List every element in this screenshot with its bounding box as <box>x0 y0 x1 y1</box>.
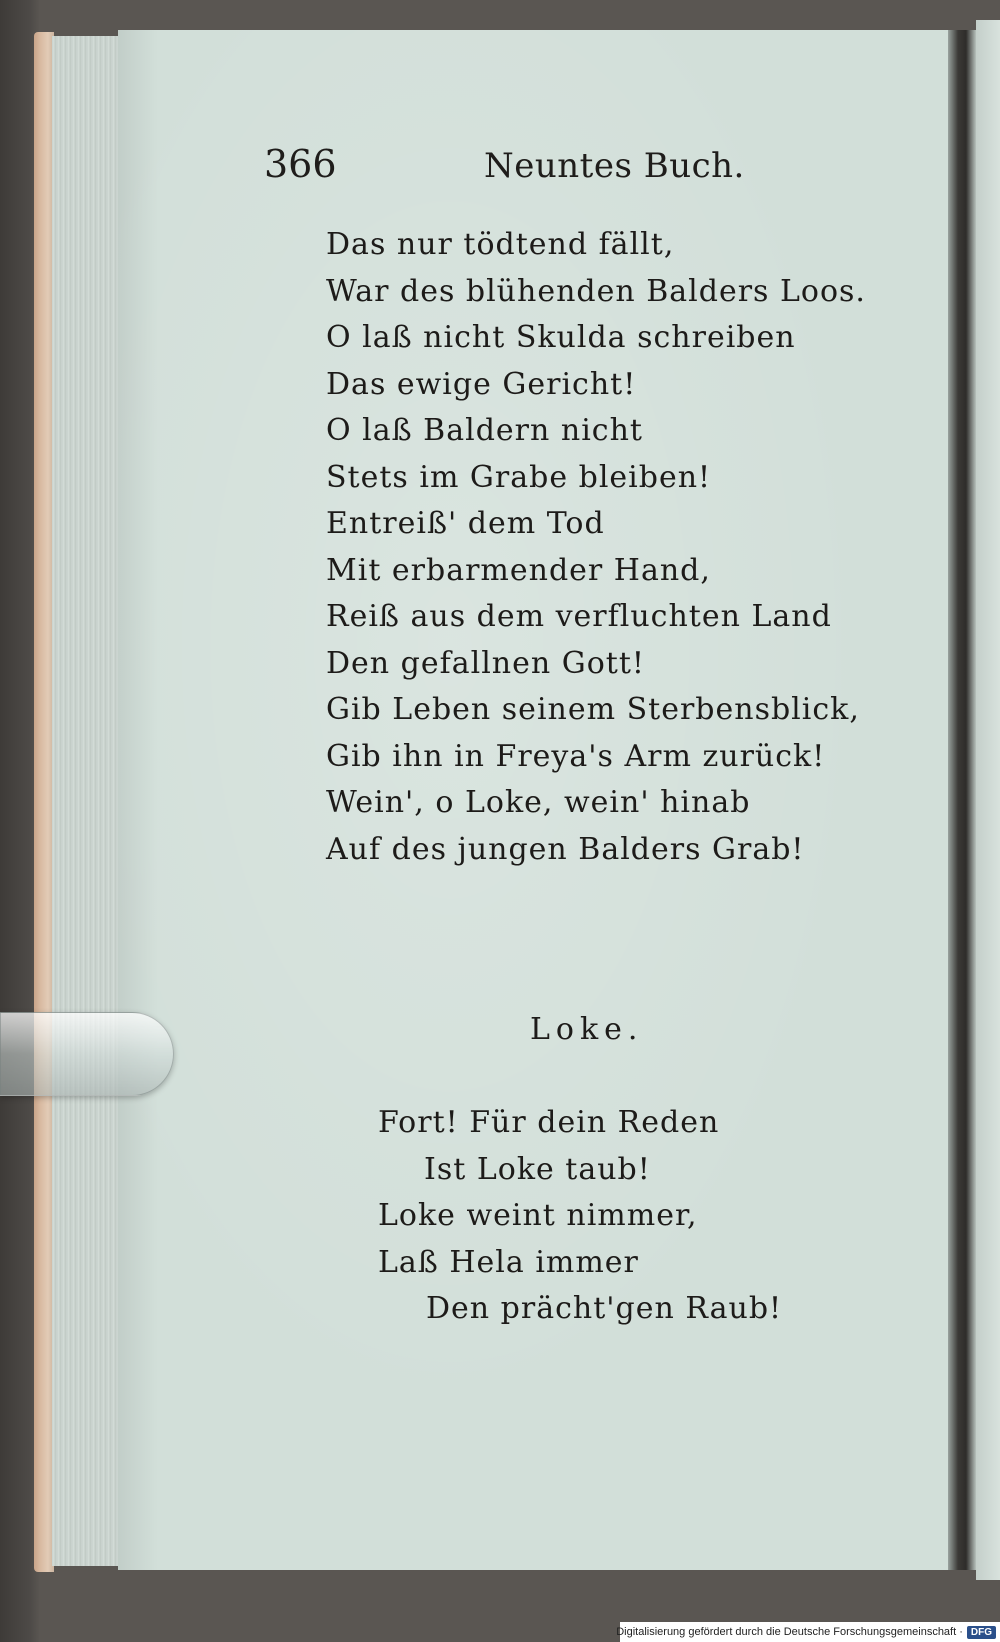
footer-bar <box>616 1622 1000 1642</box>
verse-line: Das ewige Gericht! <box>326 366 637 402</box>
verse-line: Gib Leben seinem Sterbensblick, <box>326 692 860 727</box>
book-edge <box>34 32 54 1572</box>
verse-stanza-1 <box>326 222 866 873</box>
facing-page-edge <box>976 20 1000 1580</box>
verse-line: War des blühenden Balders Loos. <box>326 273 866 309</box>
speaker-heading: Loke. <box>530 1012 644 1047</box>
page-holder-clip <box>0 1012 174 1096</box>
verse-line: Ist Loke taub! <box>424 1151 651 1187</box>
page-stack-edge <box>52 36 122 1566</box>
verse-line: Den gefallnen Gott! <box>326 645 645 681</box>
verse-line: Wein', o Loke, wein' hinab <box>326 785 751 820</box>
verse-line: Fort! Für dein Reden <box>378 1105 720 1140</box>
verse-line: Gib ihn in Freya's Arm zurück! <box>326 738 826 774</box>
verse-line: O laß nicht Skulda schreiben <box>326 320 796 355</box>
verse-line: Auf des jungen Balders Grab! <box>326 831 805 867</box>
dfg-logo: DFG <box>967 1626 996 1639</box>
verse-line: Loke weint nimmer, <box>378 1198 698 1233</box>
verse-line: Laß Hela immer <box>378 1244 639 1280</box>
verse-line: Den prächt'gen Raub! <box>426 1291 783 1326</box>
page-number: 366 <box>264 142 337 186</box>
verse-stanza-2 <box>378 1100 782 1333</box>
verse-line: Das nur tödtend fällt, <box>326 227 675 262</box>
verse-line: Mit erbarmender Hand, <box>326 552 711 588</box>
verse-line: Stets im Grabe bleiben! <box>326 459 712 495</box>
verse-line: Entreiß' dem Tod <box>326 506 605 541</box>
verse-line: O laß Baldern nicht <box>326 413 643 448</box>
verse-line: Reiß aus dem verfluchten Land <box>326 599 832 634</box>
funding-credit: Digitalisierung gefördert durch die Deutsche Forschungsgemeinschaft · <box>616 1626 963 1638</box>
book-gutter <box>948 30 978 1570</box>
running-head: Neuntes Buch. <box>484 146 745 186</box>
